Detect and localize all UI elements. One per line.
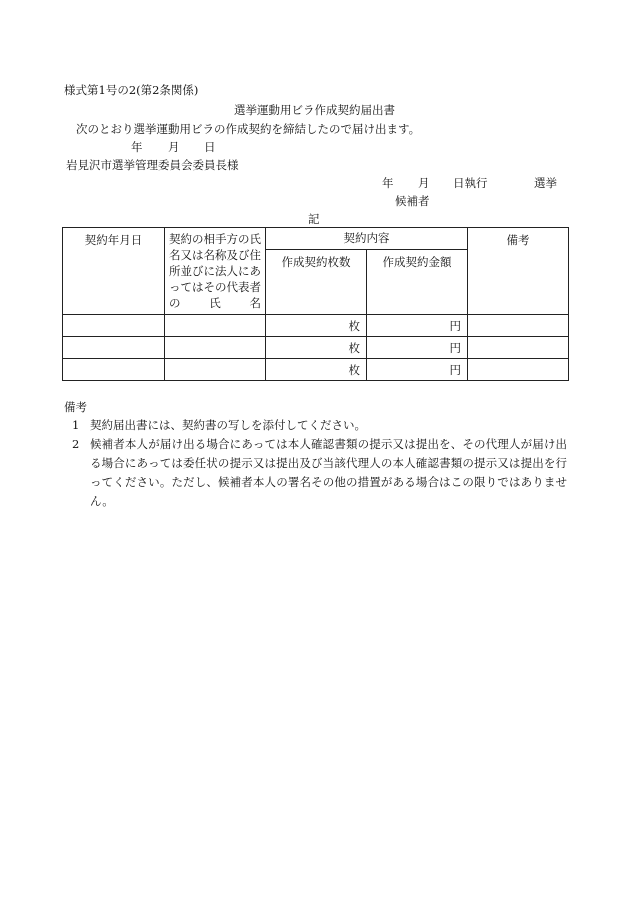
notes-title: 備考: [64, 400, 87, 414]
header-contract-count: 作成契約枚数: [266, 249, 367, 314]
row-remarks-cell[interactable]: [468, 359, 569, 381]
amount-unit: 円: [449, 340, 461, 355]
contract-table: [62, 227, 569, 381]
row-remarks-cell[interactable]: [468, 315, 569, 337]
election-year-label: 年: [382, 176, 394, 190]
header-contract-date: 契約年月日: [63, 228, 165, 315]
row-party-cell[interactable]: [165, 359, 266, 381]
count-unit: 枚: [348, 318, 360, 333]
date-year-label: 年: [131, 140, 143, 154]
row-date-cell[interactable]: [63, 359, 165, 381]
row-date-cell[interactable]: [63, 315, 165, 337]
header-contract-contents: 契約内容: [266, 228, 468, 250]
ki-label: 記: [308, 212, 320, 226]
date-day-label: 日: [204, 140, 216, 154]
header-remarks: 備考: [468, 228, 569, 315]
count-unit: 枚: [348, 362, 360, 377]
intro-text: 次のとおり選挙運動用ビラの作成契約を締結したので届け出ます。: [76, 122, 421, 136]
election-label: 選挙: [534, 176, 557, 190]
row-party-cell[interactable]: [165, 315, 266, 337]
count-unit: 枚: [348, 340, 360, 355]
note-number: 2: [72, 437, 80, 451]
note-number: 1: [72, 418, 80, 432]
election-day-exec-label: 日執行: [453, 176, 488, 190]
date-month-label: 月: [168, 140, 180, 154]
note-text: 契約届出書には、契約書の写しを添付してください。: [90, 418, 366, 432]
note-item: [64, 435, 567, 511]
row-count-cell[interactable]: [266, 315, 367, 337]
election-month-label: 月: [418, 176, 430, 190]
row-remarks-cell[interactable]: [468, 337, 569, 359]
row-amount-cell[interactable]: [367, 315, 468, 337]
table-row: [63, 359, 569, 381]
note-text: 候補者本人が届け出る場合にあっては本人確認書類の提示又は提出を、その代理人が届け出る場合にあっては委任状の提示又は提出及び当該代理人の本人確認書類の提示又は提出を行ってください。ただし、候補者本人の署名その他の措置がある場合はこの限りではありません。: [90, 437, 567, 508]
header-contract-party: 契約の相手方の氏名又は名称及び住所並びに法人にあってはその代表者の氏名: [165, 228, 266, 315]
amount-unit: 円: [449, 362, 461, 377]
table-row: [63, 315, 569, 337]
header-contract-amount: 作成契約金額: [367, 249, 468, 314]
amount-unit: 円: [449, 318, 461, 333]
document-title: 選挙運動用ビラ作成契約届出書: [234, 103, 395, 117]
form-number: 様式第1号の2(第2条関係): [64, 83, 199, 97]
row-count-cell[interactable]: [266, 359, 367, 381]
addressee: 岩見沢市選挙管理委員会委員長様: [66, 158, 239, 172]
row-party-cell[interactable]: [165, 337, 266, 359]
row-count-cell[interactable]: [266, 337, 367, 359]
row-amount-cell[interactable]: [367, 337, 468, 359]
candidate-label: 候補者: [395, 194, 430, 208]
row-date-cell[interactable]: [63, 337, 165, 359]
note-item: [64, 416, 567, 435]
table-row: [63, 337, 569, 359]
row-amount-cell[interactable]: [367, 359, 468, 381]
